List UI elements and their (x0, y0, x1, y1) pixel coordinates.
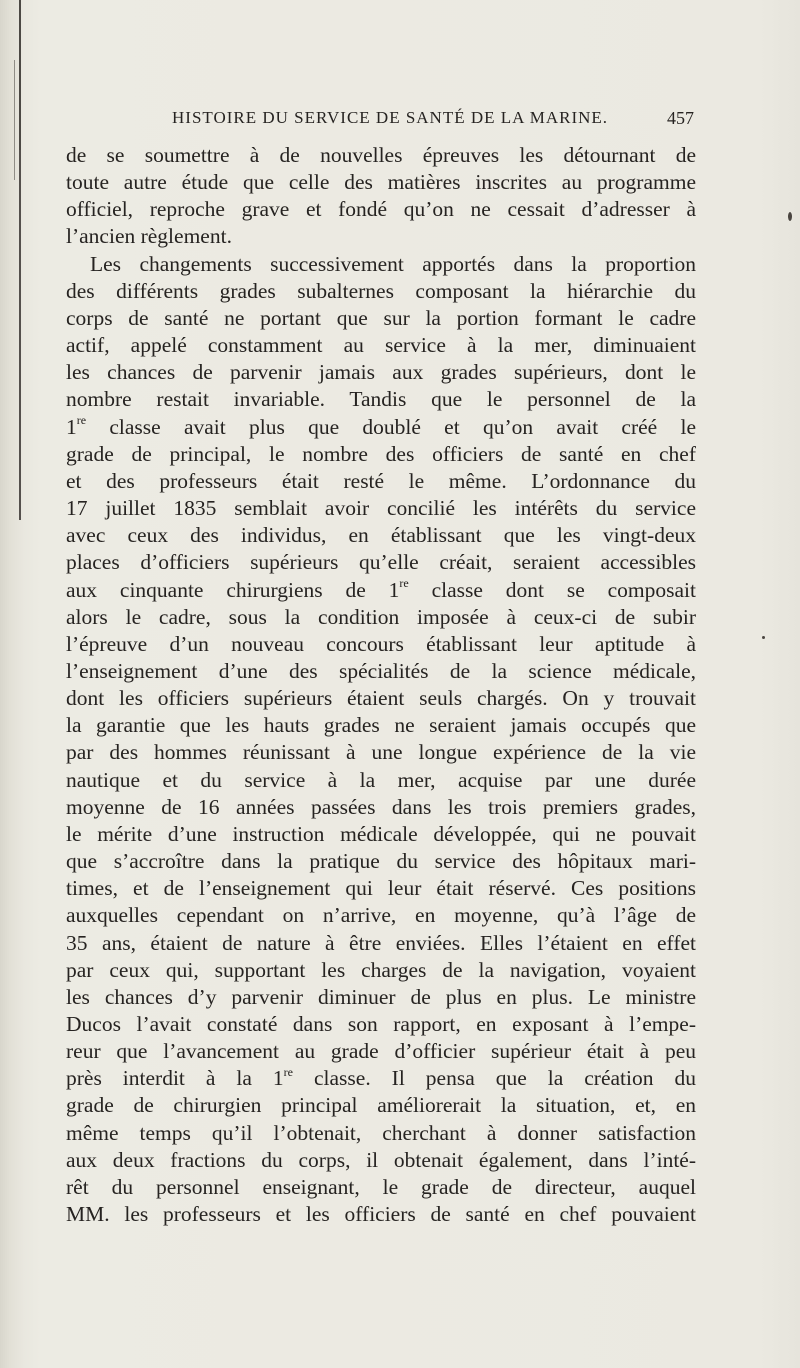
text-line: de se soumettre à de nouvelles épreuves les détournant de (66, 143, 696, 167)
text-line: avec ceux des individus, en établissant que les vingt-deux (66, 523, 696, 548)
text-line: corps de santé ne portant que sur la portion formant le cadre (66, 305, 696, 330)
text-line: les chances d’y parvenir diminuer de plus en plus. Le ministre (66, 984, 696, 1009)
text-line: MM. les professeurs et les officiers de santé en chef pouvaient (66, 1202, 696, 1227)
paper-speck (762, 636, 765, 639)
text-line: rêt du personnel enseignant, le grade de directeur, auquel (66, 1174, 696, 1199)
text-line: nautique et du service à la mer, acquise par une durée (66, 767, 696, 792)
ordinal-superscript: re (399, 576, 409, 591)
ordinal-superscript: re (76, 413, 87, 428)
text-line: alors le cadre, sous la condition imposée à ceux-ci de subir (66, 604, 696, 629)
text-line: des différents grades subalternes composant la hiérarchie du (66, 278, 696, 303)
page-number: 457 (667, 108, 694, 128)
text-line: grade de chirurgien principal améliorerait la situation, et, en (66, 1093, 696, 1118)
text-line: aux deux fractions du corps, il obtenait également, dans l’inté- (66, 1147, 696, 1172)
text-line: l’épreuve d’un nouveau concours établissant leur aptitude à (66, 631, 696, 656)
binding-edge (0, 0, 24, 1368)
binding-shadow-line (19, 0, 21, 150)
running-title: HISTOIRE DU SERVICE DE SANTÉ DE LA MARINE. (172, 108, 609, 127)
text-line: par des hommes réunissant à une longue expérience de la vie (66, 740, 696, 765)
text-line: que s’accroître dans la pratique du service des hôpitaux mari- (66, 849, 696, 874)
text-line: moyenne de 16 années passées dans les trois premiers grades, (66, 794, 696, 819)
text-line: par ceux qui, supportant les charges de la navigation, voyaient (66, 957, 696, 982)
text-line: dont les officiers supérieurs étaient seuls chargés. On y trouvait (66, 686, 696, 711)
text-line: près interdit à la 1re classe. Il pensa que la création du (66, 1065, 696, 1091)
binding-shadow-line (14, 60, 15, 180)
paper-speck (788, 212, 792, 221)
text-line: 35 ans, étaient de nature à être enviées. Elles l’étaient en effet (66, 930, 696, 955)
text-line: aux cinquante chirurgiens de 1re classe dont se composait (66, 576, 696, 602)
text-line: places d’officiers supérieurs qu’elle créait, seraient accessibles (66, 550, 696, 575)
text-line: times, et de l’enseignement qui leur était réservé. Ces positions (66, 876, 696, 901)
text-line: 17 juillet 1835 semblait avoir concilié les intérêts du service (66, 496, 696, 521)
text-line: les chances de parvenir jamais aux grades supérieurs, dont le (66, 360, 696, 385)
text-line: toute autre étude que celle des matières inscrites au programme (66, 170, 696, 195)
text-line: auxquelles cependant on n’arrive, en moyenne, qu’à l’âge de (66, 903, 696, 928)
text-line: le mérite d’une instruction médicale développée, qui ne pouvait (66, 821, 696, 846)
text-line: actif, appelé constamment au service à la mer, diminuaient (66, 333, 696, 358)
text-line: Les changements successivement apportés dans la proportion (90, 251, 696, 276)
text-line: même temps qu’il l’obtenait, cherchant à donner satisfaction (66, 1120, 696, 1145)
text-line: grade de principal, le nombre des officiers de santé en chef (66, 441, 696, 466)
ordinal-superscript: re (283, 1065, 293, 1080)
text-line: officiel, reproche grave et fondé qu’on ne cessait d’adresser à (66, 197, 696, 222)
body-text (66, 142, 696, 1228)
text-line: Ducos l’avait constaté dans son rapport, en exposant à l’empe- (66, 1012, 696, 1036)
text-line: l’ancien règlement. (66, 224, 232, 249)
text-line: l’enseignement d’une des spécialités de la science médicale, (66, 658, 696, 683)
text-line: nombre restait invariable. Tandis que le personnel de la (66, 387, 696, 412)
binding-shadow-line (19, 150, 21, 520)
text-line: et des professeurs était resté le même. L’ordonnance du (66, 468, 696, 493)
text-line: 1re classe avait plus que doublé et qu’on avait créé le (66, 413, 696, 439)
text-line: la garantie que les hauts grades ne seraient jamais occupés que (66, 713, 696, 738)
text-line: reur que l’avancement au grade d’officier supérieur était à peu (66, 1039, 696, 1064)
